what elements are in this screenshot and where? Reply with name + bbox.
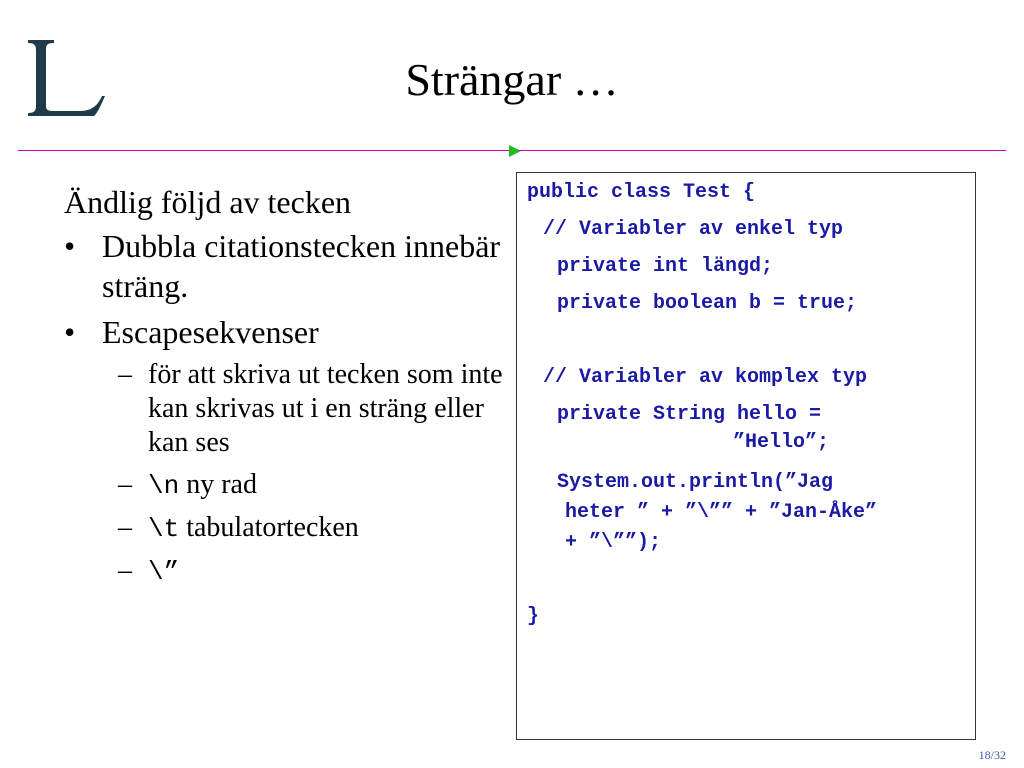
page-number: 18/32 xyxy=(978,748,1006,762)
code-line: heter ” + ”\”” + ”Jan-Åke” xyxy=(565,501,878,524)
code-line: ”Hello”; xyxy=(733,431,830,454)
slide-title: Strängar … xyxy=(405,54,619,105)
sub-item-text: för att skriva ut tecken som inte kan skrivas ut i en sträng eller kan ses xyxy=(148,359,503,458)
bullet-icon: • xyxy=(64,314,76,350)
code-line: private boolean b = true; xyxy=(557,292,858,315)
dash-icon: – xyxy=(118,512,132,543)
bullet-item xyxy=(64,312,504,352)
bullet-item xyxy=(64,226,504,306)
bullet-text: Dubbla citationstecken innebär sträng. xyxy=(102,228,501,304)
play-arrow-icon xyxy=(509,145,521,157)
divider-right xyxy=(518,150,1006,151)
bullet-text: Escapesekvenser xyxy=(102,314,319,350)
code-line: + ”\””); xyxy=(565,531,662,554)
lead-text: Ändlig följd av tecken xyxy=(64,184,352,220)
sub-item xyxy=(64,358,504,460)
escape-code: \t xyxy=(148,514,180,544)
sub-item xyxy=(64,511,504,546)
divider-left xyxy=(18,150,510,151)
bullet-icon: • xyxy=(64,228,76,264)
code-line: // Variabler av enkel typ xyxy=(543,218,844,241)
code-line: } xyxy=(527,605,540,628)
code-line: // Variabler av komplex typ xyxy=(543,366,868,389)
code-line: System.out.println(”Jag xyxy=(557,471,834,494)
sub-item xyxy=(64,468,504,503)
sub-item xyxy=(64,554,504,589)
code-line: private String hello = xyxy=(557,403,822,426)
slide-body xyxy=(64,182,504,597)
escape-code: \n xyxy=(148,471,180,501)
escape-code: \” xyxy=(148,557,180,587)
dash-icon: – xyxy=(118,359,132,390)
sub-item-text: ny rad xyxy=(179,469,257,500)
dash-icon: – xyxy=(118,555,132,586)
code-line: public class Test { xyxy=(527,181,756,204)
dash-icon: – xyxy=(118,469,132,500)
code-box xyxy=(516,172,976,740)
sub-item-text: tabulatortecken xyxy=(179,512,359,543)
code-line: private int längd; xyxy=(557,255,774,278)
